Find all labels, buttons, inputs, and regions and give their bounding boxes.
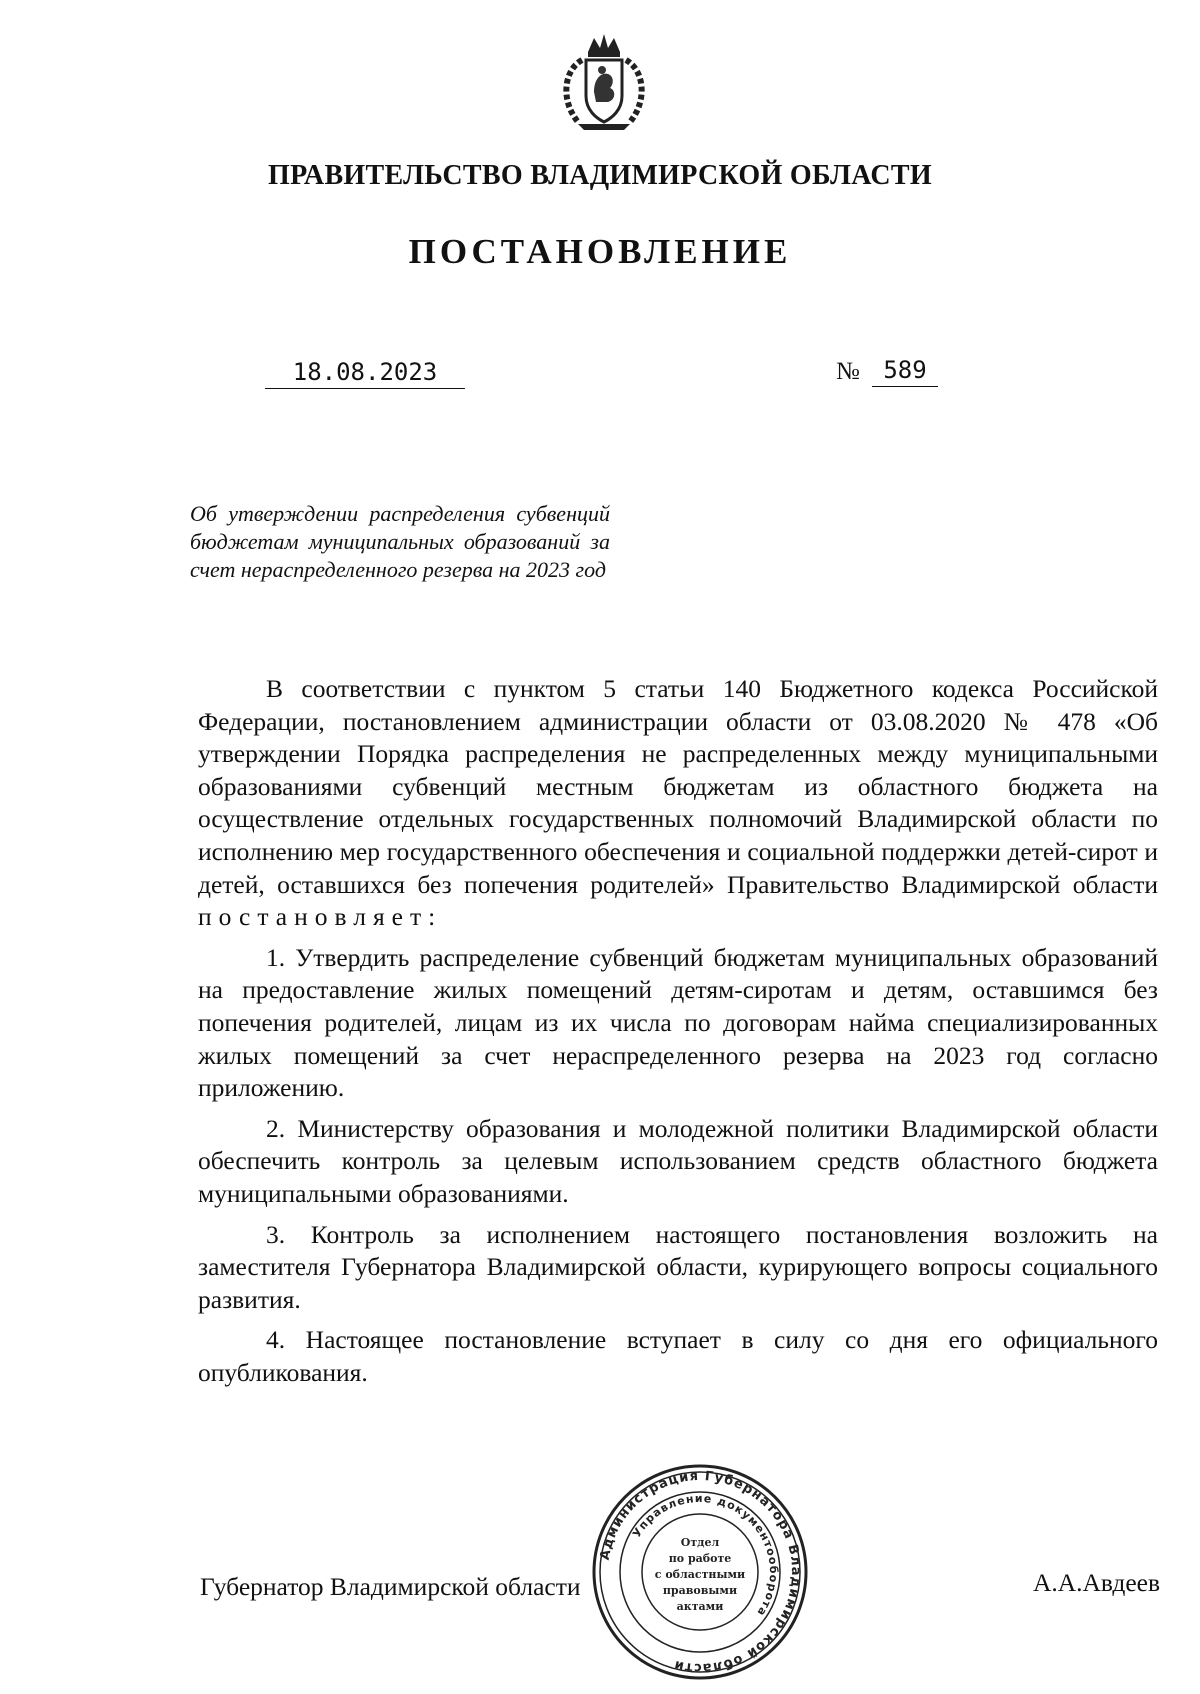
- seal-center-line: Отдел: [680, 1536, 720, 1549]
- point-3: 3. Контроль за исполнением настоящего постановления возложить на заместителя Губернатора Владимирской области, курирующего вопросы социального развития.: [198, 1219, 1158, 1314]
- number-label: №: [836, 358, 860, 385]
- point-4: 4. Настоящее постановление вступает в силу со дня его официального опубликования.: [198, 1325, 1158, 1387]
- point-1: 1. Утвердить распределение субвенций бюджетам муниципальных образований на предоставление жилых помещений детям-сиротам и детям, оставшимся без попечения родителей, лицам из их числа по договорам найма специализированных жилых помещений за счет нераспределенного резерва на 2023 год согласно приложению.: [198, 942, 1158, 1103]
- seal-inner-text: Управление документооборота: [630, 1491, 781, 1619]
- seal-center-line: по работе: [668, 1552, 732, 1565]
- signatory-name: А.А.Авдеев: [1032, 1568, 1160, 1597]
- seal-center-line: с областными: [654, 1568, 746, 1581]
- document-body: [198, 673, 1158, 1389]
- resolves-word: постановляет:: [198, 902, 443, 932]
- document-subject: Об утверждении распределения субвенций бюджетам муниципальных образований за счет нераспределенного резерва на 2023 год: [190, 501, 610, 582]
- government-title: ПРАВИТЕЛЬСТВО ВЛАДИМИРСКОЙ ОБЛАСТИ: [268, 160, 932, 191]
- official-seal-icon: [590, 1462, 810, 1682]
- seal-outer-text: Администрация Губернатора Владимирской области: [597, 1468, 804, 1676]
- document-type-title: ПОСТАНОВЛЕНИЕ: [408, 232, 792, 271]
- document-number: 589: [872, 356, 938, 387]
- seal-center-line: актами: [676, 1600, 724, 1613]
- preamble-text: В соответствии с пунктом 5 статьи 140 Бюджетного кодекса Российской Федерации, постановлением администрации области от 03.08.2020 № 478 «Об утверждении Порядка распределения не распределенных между муниципальными образованиями субвенций местным бюджетам из областного бюджета на осуществление отдельных государственных полномочий Владимирской области по исполнению мер государственного обеспечения и социальной поддержки детей-сирот и детей, оставшихся без попечения родителей» Правительство Владимирской области: [198, 674, 1158, 899]
- point-2: 2. Министерству образования и молодежной политики Владимирской области обеспечить контроль за целевым использованием средств областного бюджета муниципальными образованиями.: [198, 1113, 1158, 1208]
- document-date: 18.08.2023: [265, 358, 465, 389]
- coat-of-arms-icon: [544, 30, 664, 135]
- preamble-paragraph: [198, 673, 1158, 934]
- signatory-position: Губернатор Владимирской области: [200, 1572, 581, 1601]
- seal-center-line: правовыми: [662, 1584, 738, 1597]
